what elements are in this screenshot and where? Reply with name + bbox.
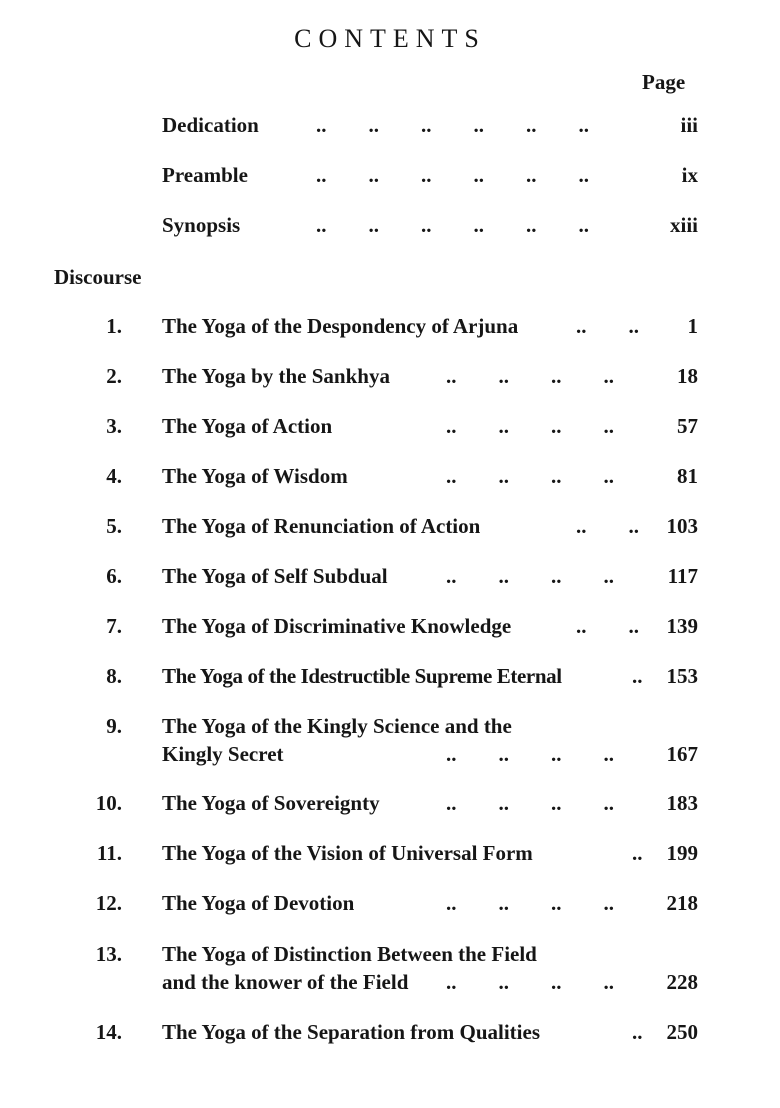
dot-leader: ..	[632, 841, 643, 865]
discourse-label: Discourse	[54, 265, 142, 289]
toc-entry-page: xiii	[669, 213, 698, 237]
toc-entry-page: 117	[667, 564, 698, 588]
toc-entry-title: Dedication	[162, 113, 259, 137]
dot-leader: .. .. .. ..	[446, 791, 614, 815]
toc-entry-page: 18	[677, 364, 698, 388]
chapter-number: 11.	[96, 841, 122, 865]
toc-entry-page: 250	[666, 1020, 698, 1044]
dot-leader: .. .. .. ..	[446, 742, 614, 766]
toc-entry-page: 199	[666, 841, 698, 865]
toc-entry-title: The Yoga of the Separation from Qualities	[162, 1020, 540, 1044]
dot-leader: .. .. .. ..	[446, 414, 614, 438]
toc-entry-title: The Yoga by the Sankhya	[162, 364, 390, 388]
toc-entry-title: The Yoga of Sovereignty	[162, 791, 380, 815]
toc-entry-title: Preamble	[162, 163, 248, 187]
toc-entry-page: 1	[687, 314, 698, 338]
dot-leader: .. ..	[576, 614, 639, 638]
dot-leader: .. ..	[576, 314, 639, 338]
toc-entry-page: 153	[666, 664, 698, 688]
page-title: CONTENTS	[294, 24, 486, 53]
chapter-number: 14.	[95, 1020, 122, 1044]
toc-entry-title: The Yoga of the Vision of Universal Form	[162, 841, 533, 865]
page-column-label: Page	[642, 70, 686, 94]
dot-leader: ..	[632, 664, 643, 688]
chapter-number: 2.	[106, 364, 122, 388]
dot-leader: .. .. .. .. .. ..	[316, 113, 589, 137]
chapter-number: 6.	[106, 564, 122, 588]
chapter-number: 8.	[106, 664, 122, 688]
dot-leader: .. .. .. ..	[446, 891, 614, 915]
chapter-number: 3.	[106, 414, 122, 438]
chapter-number: 9.	[106, 714, 122, 738]
toc-entry-title: The Yoga of the Idestructible Supreme Eternal	[162, 664, 562, 688]
toc-entry-page: 183	[666, 791, 698, 815]
toc-entry-title: The Yoga of Renunciation of Action	[162, 514, 481, 538]
chapter-number: 12.	[95, 891, 122, 915]
toc-entry-title: The Yoga of Wisdom	[162, 464, 348, 488]
toc-entry-page: iii	[680, 113, 698, 137]
chapter-number: 7.	[106, 614, 122, 638]
dot-leader: ..	[632, 1020, 643, 1044]
chapter-number: 13.	[95, 942, 122, 966]
toc-entry-title: The Yoga of Devotion	[162, 891, 355, 915]
toc-entry-page: 81	[677, 464, 698, 488]
dot-leader: .. .. .. .. .. ..	[316, 213, 589, 237]
dot-leader: .. .. .. ..	[446, 364, 614, 388]
toc-entry-title: Synopsis	[162, 213, 241, 237]
toc-entry-title-line2: and the knower of the Field	[162, 970, 409, 994]
toc-entry-title-line2: Kingly Secret	[162, 742, 284, 766]
chapter-number: 10.	[95, 791, 122, 815]
toc-entry-page: 103	[666, 514, 698, 538]
dot-leader: .. .. .. ..	[446, 464, 614, 488]
toc-entry-title: The Yoga of the Despondency of Arjuna	[162, 314, 519, 338]
chapter-number: 5.	[106, 514, 122, 538]
chapter-number: 1.	[106, 314, 122, 338]
dot-leader: .. .. .. .. .. ..	[316, 163, 589, 187]
toc-entry-title: The Yoga of the Kingly Science and the	[162, 714, 512, 738]
toc-entry-title: The Yoga of Action	[162, 414, 333, 438]
toc-entry-page: 139	[666, 614, 698, 638]
toc-entry-title: The Yoga of Distinction Between the Field	[162, 942, 537, 966]
dot-leader: .. .. .. ..	[446, 970, 614, 994]
dot-leader: .. .. .. ..	[446, 564, 614, 588]
toc-entry-page: 57	[677, 414, 698, 438]
toc-entry-title: The Yoga of Discriminative Knowledge	[162, 614, 512, 638]
dot-leader: .. ..	[576, 514, 639, 538]
toc-entry-title: The Yoga of Self Subdual	[162, 564, 388, 588]
toc-entry-page: 218	[666, 891, 698, 915]
chapter-number: 4.	[106, 464, 122, 488]
toc-entry-page: 228	[666, 970, 698, 994]
toc-entry-page: 167	[666, 742, 698, 766]
toc-entry-page: ix	[681, 163, 698, 187]
